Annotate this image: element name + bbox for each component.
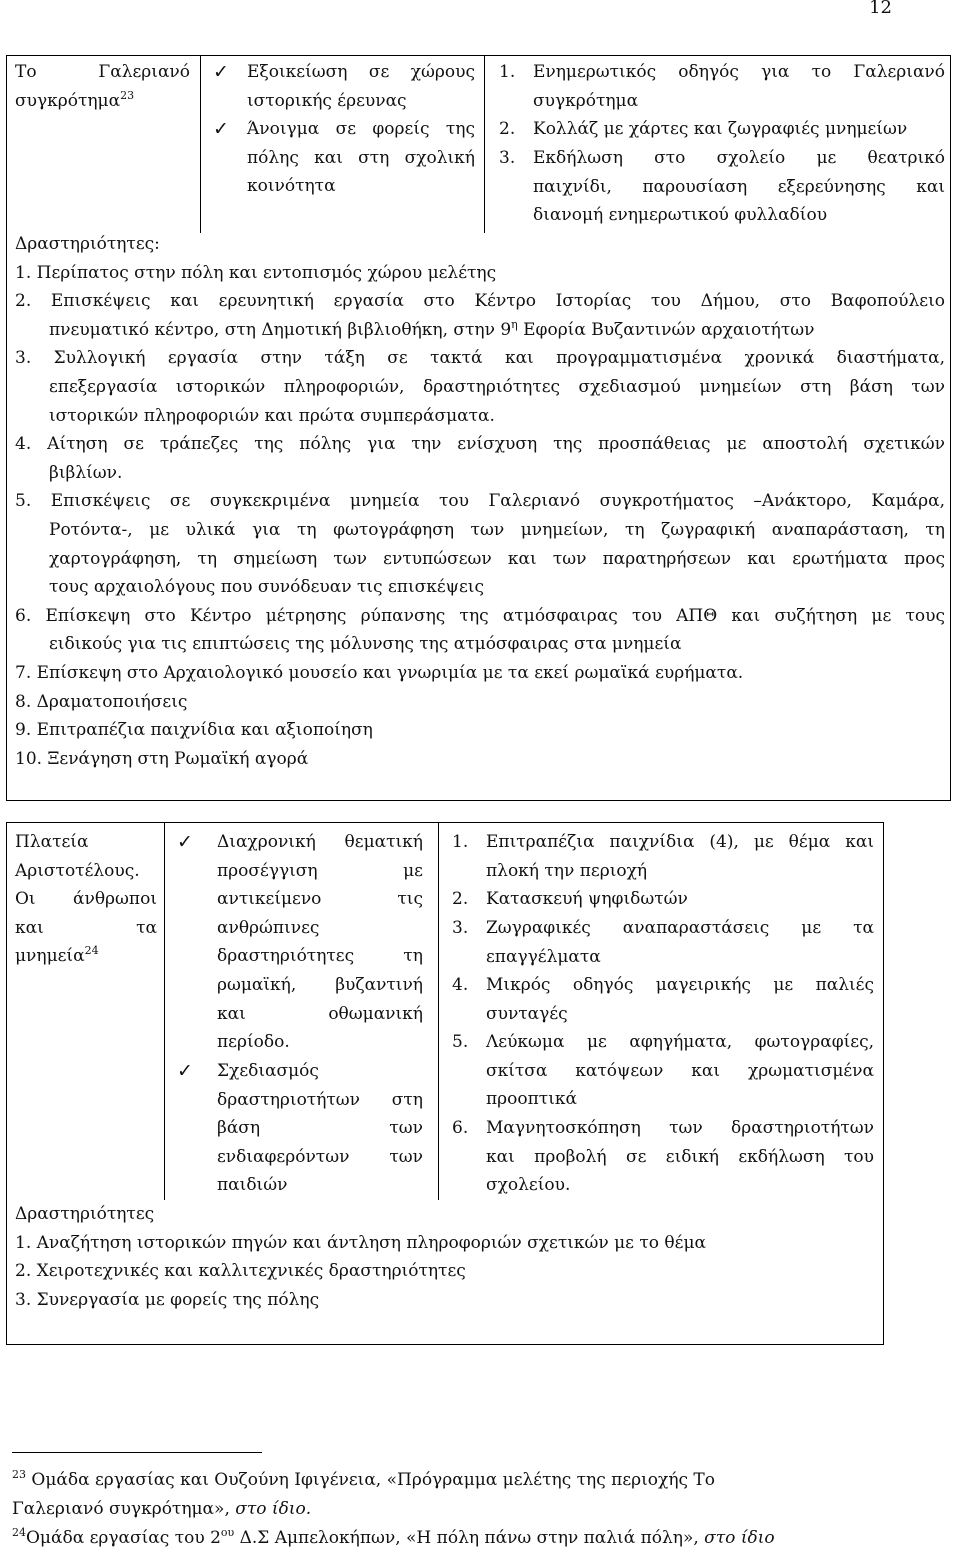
- product-item: Επιτραπέζια παιχνίδια (4), με θέμα και πλοκή την περιοχή: [486, 832, 874, 881]
- activities-section: [15, 230, 945, 773]
- column-divider: [484, 56, 485, 233]
- goal-item: Σχεδιασμός δραστηριοτήτων στη βάση των ενδιαφερόντων των παιδιών: [217, 1061, 423, 1196]
- checkmark-icon: ✓: [213, 118, 229, 140]
- goal-item: Άνοιγμα σε φορείς της πόλης και στη σχολική κοινότητα: [247, 119, 475, 197]
- product-item: Κολλάζ με χάρτες και ζωγραφιές μνημείων: [533, 119, 908, 139]
- footnote-ref-23[interactable]: 23: [120, 88, 135, 102]
- column-divider: [164, 823, 165, 1200]
- program-table-galerian: Το Γαλεριανό συγκρότημα$^{23}$ ✓ Εξοικείωση σε χώρους ιστορικής έρευνας ✓ Άνοιγμα σε φορείς της πόλης και στη σχολική κοινότητα 1. Ενημερωτικός οδηγός για το Γαλεριανό συγκρότημα 2. Κολλάζ με χάρτες και ζωγραφιές μνημείων 3. Εκδήλωση στο σχολείο με θεατρικό παιχνίδι, παρουσίαση εξερεύνησης και διανομή ενημερωτικού φυλλαδίου Δραστηριότητες: 1. Περίπατος στην πόλη και εντοπισμός χώρου μελέτης 2. Επισκέψεις και ερευνητική εργασία στο Κέντρο Ιστορίας του Δήμου, στο Βαφοπούλειο πνευματικό κέντρο, στη Δημοτική βιβλιοθήκη, στην $9^\eta$ Εφορία Βυζαντινών αρχαιοτήτων 3. Συλλογική εργασία στην τάξη σε τακτά και προγραμματισμένα χρονικά διαστήματα, επεξεργασία ιστορικών πληροφοριών, δραστηριότητες σχεδιασμού μνημείων στη βάση των ιστορικών πληροφοριών και πρώτα συμπεράσματα. 4. Αίτηση σε τράπεζες της πόλης για την ενίσχυση της προσπάθειας με αποστολή σχετικών βιβλίων. 5. Επισκέψεις σε συγκεκριμένα μνημεία του Γαλεριανό συγκροτήματος –Ανάκτορο, Καμάρα, Ροτόντα-, με υλικά για τη φωτογράφηση των μνημείων, τη ζωγραφική αναπαράσταση, τη χαρτογράφηση, τη σημείωση των εντυπώσεων και των παρατηρήσεων και ερωτήματα προς τους αρχαιολόγους που συνόδευαν τις επισκέψεις 6. Επίσκεψη στο Κέντρο μέτρησης ρύπανσης της ατμόσφαιρας του ΑΠΘ και συζήτηση με τους ειδικούς για τις επιπτώσεις της μόλυνσης της ατμόσφαιρας στα μνημεία 7. Επίσκεψη στο Αρχαιολογικό μουσείο και γνωριμία με τα εκεί ρωμαϊκά ευρήματα. 8. Δραματοποιήσεις 9. Επιτραπέζια παιχνίδια και αξιοποίηση 10. Ξενάγηση στη Ρωμαϊκή αγορά: [6, 55, 951, 801]
- column-divider: [438, 823, 439, 1200]
- activity-item: 1. Αναζήτηση ιστορικών πηγών και άντληση πληροφοριών σχετικών με το θέμα: [15, 1232, 706, 1253]
- footnote-23: $^{23}$ Ομάδα εργασίας και Ουζούνη Ιφιγένεια, «Πρόγραμμα μελέτης της περιοχής Το Γαλεριανό συγκρότημα», στο ίδιο.: [12, 1468, 716, 1519]
- activity-item: 7. Επίσκεψη στο Αρχαιολογικό μουσείο και γνωριμία με τα εκεί ρωμαϊκά ευρήματα.: [15, 662, 744, 683]
- activity-item: 10. Ξενάγηση στη Ρωμαϊκή αγορά: [15, 748, 309, 769]
- topic-word: Το Γαλεριανό: [15, 62, 190, 82]
- activity-item: 3. Συλλογική εργασία στην τάξη σε τακτά και προγραμματισμένα χρονικά διαστήματα, επεξεργασία ιστορικών πληροφοριών, δραστηριότητες σχεδιασμού μνημείων στη βάση των ιστορικών πληροφοριών και πρώτα συμπεράσματα.: [15, 348, 945, 426]
- goal-item: Διαχρονική θεματική προσέγγιση με αντικείμενο τις ανθρώπινες δραστηριότητες τη ρωμαϊκή, βυζαντινή και οθωμανική περίοδο.: [217, 832, 423, 1053]
- column-divider: [200, 56, 201, 233]
- product-item: Ενημερωτικός οδηγός για το Γαλεριανό συγκρότημα: [533, 62, 945, 111]
- activity-item: 3. Συνεργασία με φορείς της πόλης: [15, 1289, 320, 1310]
- product-item: Ζωγραφικές αναπαραστάσεις με τα επαγγέλματα: [486, 918, 874, 967]
- activities-section: [15, 1200, 875, 1314]
- goal-item: Εξοικείωση σε χώρους ιστορικής έρευνας: [247, 62, 475, 111]
- footnote-24: $^{24}$Ομάδα εργασίας του $2^{o\upsilon}$ Δ.Σ Αμπελοκήπων, «Η πόλη πάνω στην παλιά πόλη», στο ίδιο: [12, 1526, 775, 1548]
- program-table-aristotelous: Πλατεία Αριστοτέλους. Οι άνθρωποι και τα μνημεία$^{24}$ ✓ Διαχρονική θεματική προσέγγιση με αντικείμενο τις ανθρώπινες δραστηριότητες τη ρωμαϊκή, βυζαντινή και οθωμανική περίοδο. ✓ Σχεδιασμός δραστηριοτήτων στη βάση των ενδιαφερόντων των παιδιών 1. Επιτραπέζια παιχνίδια (4), με θέμα και πλοκή την περιοχή 2. Κατασκευή ψηφιδωτών 3. Ζωγραφικές αναπαραστάσεις με τα επαγγέλματα 4. Μικρός οδηγός μαγειρικής με παλιές συνταγές 5. Λεύκωμα με αφηγήματα, φωτογραφίες, σκίτσα κατόψεων και χρωματισμένα προοπτικά 6. Μαγνητοσκόπηση των δραστηριοτήτων και προβολή σε ειδική εκδήλωση του σχολείου. Δραστηριότητες 1. Αναζήτηση ιστορικών πηγών και άντληση πληροφοριών σχετικών με το θέμα 2. Χειροτεχνικές και καλλιτεχνικές δραστηριότητες 3. Συνεργασία με φορείς της πόλης: [6, 822, 884, 1345]
- footnote-separator: [12, 1452, 262, 1453]
- product-item: Κατασκευή ψηφιδωτών: [486, 889, 688, 909]
- activity-item: 8. Δραματοποιήσεις: [15, 691, 188, 712]
- activity-item: 4. Αίτηση σε τράπεζες της πόλης για την ενίσχυση της προσπάθειας με αποστολή σχετικών βιβλίων.: [15, 434, 945, 483]
- product-item: Μικρός οδηγός μαγειρικής με παλιές συνταγές: [486, 975, 874, 1024]
- activity-item: 2. Χειροτεχνικές και καλλιτεχνικές δραστηριότητες: [15, 1261, 466, 1282]
- topic-word: συγκρότημα$^{23}$: [15, 88, 135, 111]
- page-number: 12: [869, 0, 892, 18]
- product-item: Εκδήλωση στο σχολείο με θεατρικό παιχνίδι, παρουσίαση εξερεύνησης και διανομή ενημερωτικού φυλλαδίου: [533, 148, 945, 226]
- activities-heading: Δραστηριότητες:: [15, 234, 160, 254]
- activity-item: 5. Επισκέψεις σε συγκεκριμένα μνημεία του Γαλεριανό συγκροτήματος –Ανάκτορο, Καμάρα, Ροτόντα-, με υλικά για τη φωτογράφηση των μνημείων, τη ζωγραφική αναπαράσταση, τη χαρτογράφηση, τη σημείωση των εντυπώσεων και των παρατηρήσεων και ερωτήματα προς τους αρχαιολόγους που συνόδευαν τις επισκέψεις: [15, 491, 945, 598]
- activity-item: 6. Επίσκεψη στο Κέντρο μέτρησης ρύπανσης της ατμόσφαιρας του ΑΠΘ και συζήτηση με τους ειδικούς για τις επιπτώσεις της μόλυνσης της ατμόσφαιρας στα μνημεία: [15, 605, 945, 655]
- footnote-ref-24[interactable]: 24: [84, 944, 99, 958]
- product-item: Λεύκωμα με αφηγήματα, φωτογραφίες, σκίτσα κατόψεων και χρωματισμένα προοπτικά: [486, 1032, 874, 1110]
- checkmark-icon: ✓: [177, 831, 193, 853]
- activity-item: 1. Περίπατος στην πόλη και εντοπισμός χώρου μελέτης: [15, 262, 497, 283]
- activity-item: 9. Επιτραπέζια παιχνίδια και αξιοποίηση: [15, 720, 373, 741]
- checkmark-icon: ✓: [213, 61, 229, 83]
- activities-heading: Δραστηριότητες: [15, 1204, 155, 1224]
- checkmark-icon: ✓: [177, 1060, 193, 1082]
- topic-cell: Πλατεία Αριστοτέλους. Οι άνθρωποι και τα μνημεία$^{24}$: [15, 832, 157, 967]
- product-item: Μαγνητοσκόπηση των δραστηριοτήτων και προβολή σε ειδική εκδήλωση του σχολείου.: [486, 1118, 874, 1196]
- topic-cell: [15, 58, 190, 115]
- activity-item: 2. Επισκέψεις και ερευνητική εργασία στο Κέντρο Ιστορίας του Δήμου, στο Βαφοπούλειο πνευματικό κέντρο, στη Δημοτική βιβλιοθήκη, στην $9^\eta$ Εφορία Βυζαντινών αρχαιοτήτων: [15, 291, 945, 340]
